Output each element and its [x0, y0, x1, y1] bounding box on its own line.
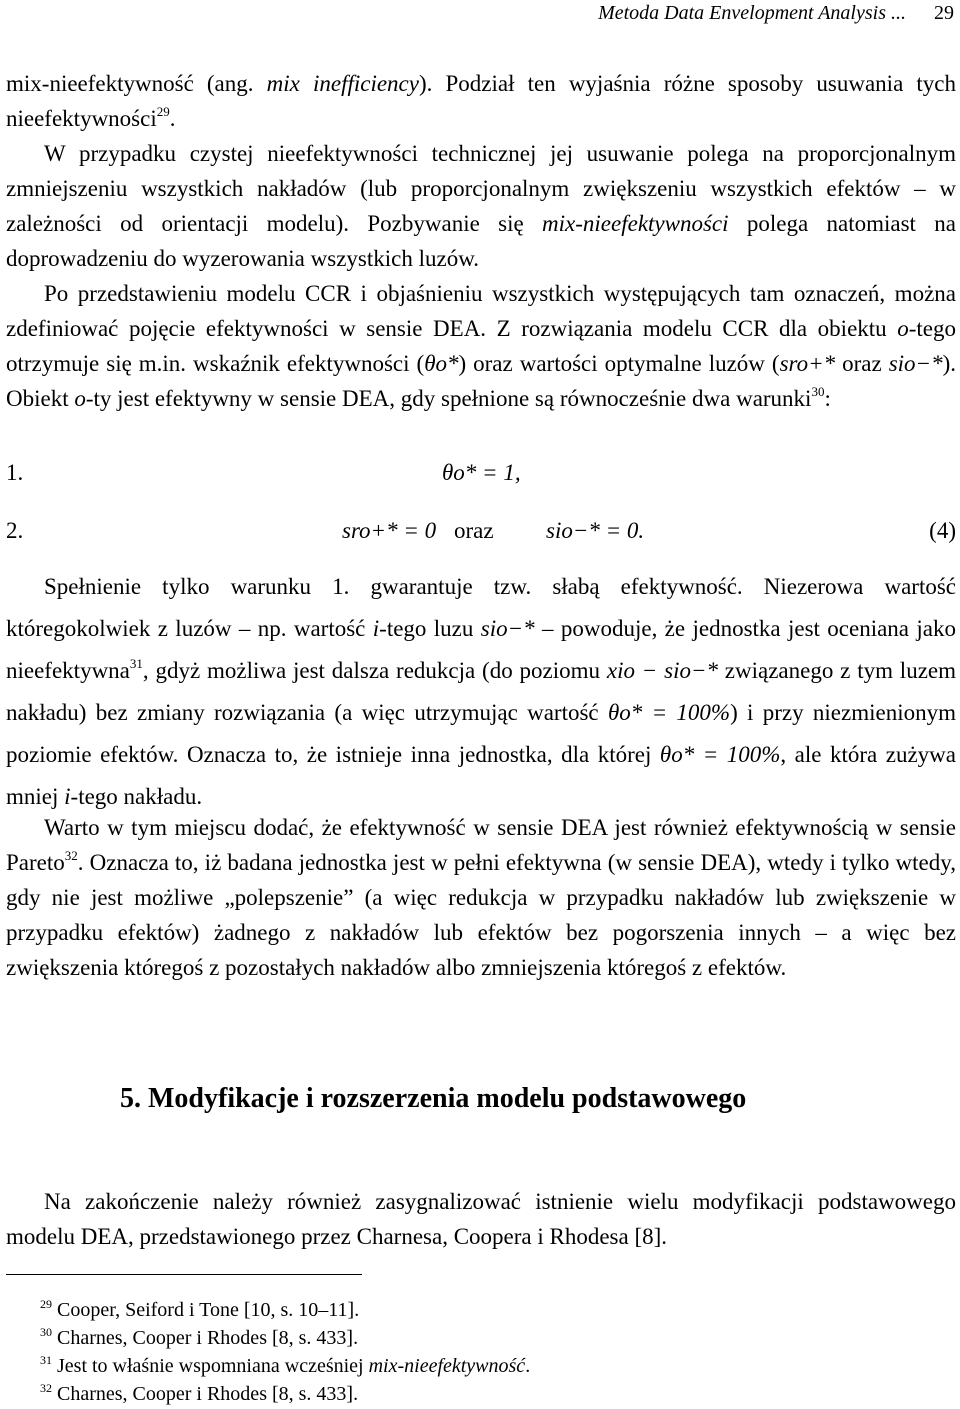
footnote: $^{29}$ Cooper, Seiford i Tone [10, s. 10–11].: [40, 1297, 360, 1321]
footnote-ref-29: 29: [156, 104, 170, 119]
condition-number: 1.: [6, 460, 24, 485]
input-minus-slack: xio − sio−*: [606, 658, 718, 683]
slack-plus-symbol: sro+*: [779, 351, 836, 376]
footnote: $^{32}$ Charnes, Cooper i Rhodes [8, s. 433].: [40, 1381, 359, 1405]
footnote: $^{31}$ Jest to właśnie wspomniana wcześniej mix-nieefektywność.: [40, 1353, 531, 1377]
header-title: Metoda Data Envelopment Analysis ...: [598, 2, 906, 24]
slack-minus-symbol: sio−*: [480, 616, 535, 641]
footnote-ref-32: 32: [64, 848, 78, 863]
equation-conjunction: oraz: [454, 518, 494, 543]
condition-2: [6, 518, 956, 558]
equation-expression: sro+* = 0: [342, 518, 437, 543]
running-header: [0, 2, 960, 24]
paragraph-6: Na zakończenie należy również zasygnalizować istnienie wielu modyfikacji podstawowego modelu DEA, przedstawionego przez Charnesa, Coopera i Rhodesa [8].: [6, 1189, 956, 1249]
body-text-middle: [6, 566, 956, 818]
paragraph-4: Spełnienie tylko warunku 1. gwarantuje tzw. słabą efektywność. Niezerowa wartość któregokolwiek z luzów – np. wartość i-tego luzu sio−* – powoduje, że jednostka jest oceniana jako nieefektywna$^{31}$, gdyż możliwa jest dalsza redukcja (do poziomu xio − sio−* związanego z tym luzem nakładu) bez zmiany rozwiązania (a więc utrzymując wartość θo* = 100%) i przy niezmienionym poziomie efektów. Oznacza to, że istnieje inna jednostka, dla której θo* = 100%, ale która zużywa mniej i-tego nakładu.: [6, 574, 956, 809]
footnotes: [40, 1296, 530, 1408]
page-number: 29: [934, 2, 954, 24]
equation-expression: θo* = 1,: [442, 460, 521, 485]
body-text-top: [6, 66, 956, 416]
body-text-bottom: [6, 1184, 956, 1254]
theta-equation: θo* = 100%: [607, 700, 731, 725]
theta-symbol: θo*: [424, 351, 459, 376]
paragraph-5: Warto w tym miejscu dodać, że efektywność w sensie DEA jest również efektywnością w sensie Pareto$^{32}$. Oznacza to, iż badana jednostka jest w pełni efektywna (w sensie DEA), wtedy i tylko wtedy, gdy nie jest możliwe „polepszenie” (a więc redukcja w przypadku nakładów lub zwiększenie w przypadku efektów) żadnego z nakładów lub efektów bez pogorszenia innych – a więc bez zwiększenia któregoś z pozostałych nakładów albo zmniejszenia któregoś z efektów.: [6, 815, 956, 980]
paragraph-3: Po przedstawieniu modelu CCR i objaśnieniu wszystkich występujących tam oznaczeń, można zdefiniować pojęcie efektywności w sensie DEA. Z rozwiązania modelu CCR dla obiektu o-tego otrzymuje się m.in. wskaźnik efektywności (θo*) oraz wartości optymalne luzów (sro+* oraz sio−*). Obiekt o-ty jest efektywny w sensie DEA, gdy spełnione są równocześnie dwa warunki$^{30}$:: [6, 281, 956, 411]
footnote-ref-30: 30: [811, 384, 825, 399]
slack-minus-symbol: sio−*: [888, 351, 943, 376]
footnote-divider: [6, 1274, 362, 1275]
condition-number: 2.: [6, 518, 24, 543]
body-text-lower: [6, 810, 956, 985]
footnote: $^{30}$ Charnes, Cooper i Rhodes [8, s. 433].: [40, 1325, 359, 1349]
condition-1: [6, 460, 956, 500]
equation-number: (4): [929, 518, 956, 543]
paragraph-2: W przypadku czystej nieefektywności technicznej jej usuwanie polega na proporcjonalnym zmniejszeniu wszystkich nakładów (lub proporcjonalnym zwiększeniu wszystkich efektów – w zależności od orientacji modelu). Pozbywanie się mix-nieefektywności polega natomiast na doprowadzeniu do wyzerowania wszystkich luzów.: [6, 141, 957, 271]
equation-expression: sio−* = 0.: [546, 518, 645, 543]
theta-equation: θo* = 100%: [659, 742, 781, 767]
paragraph-1: mix-nieefektywność (ang. mix inefficiency). Podział ten wyjaśnia różne sposoby usuwania tych nieefektywności$^{29}$.: [6, 71, 956, 131]
section-heading: 5. Modyfikacje i rozszerzenia modelu podstawowego: [120, 1083, 747, 1114]
footnote-ref-31: 31: [129, 656, 143, 671]
